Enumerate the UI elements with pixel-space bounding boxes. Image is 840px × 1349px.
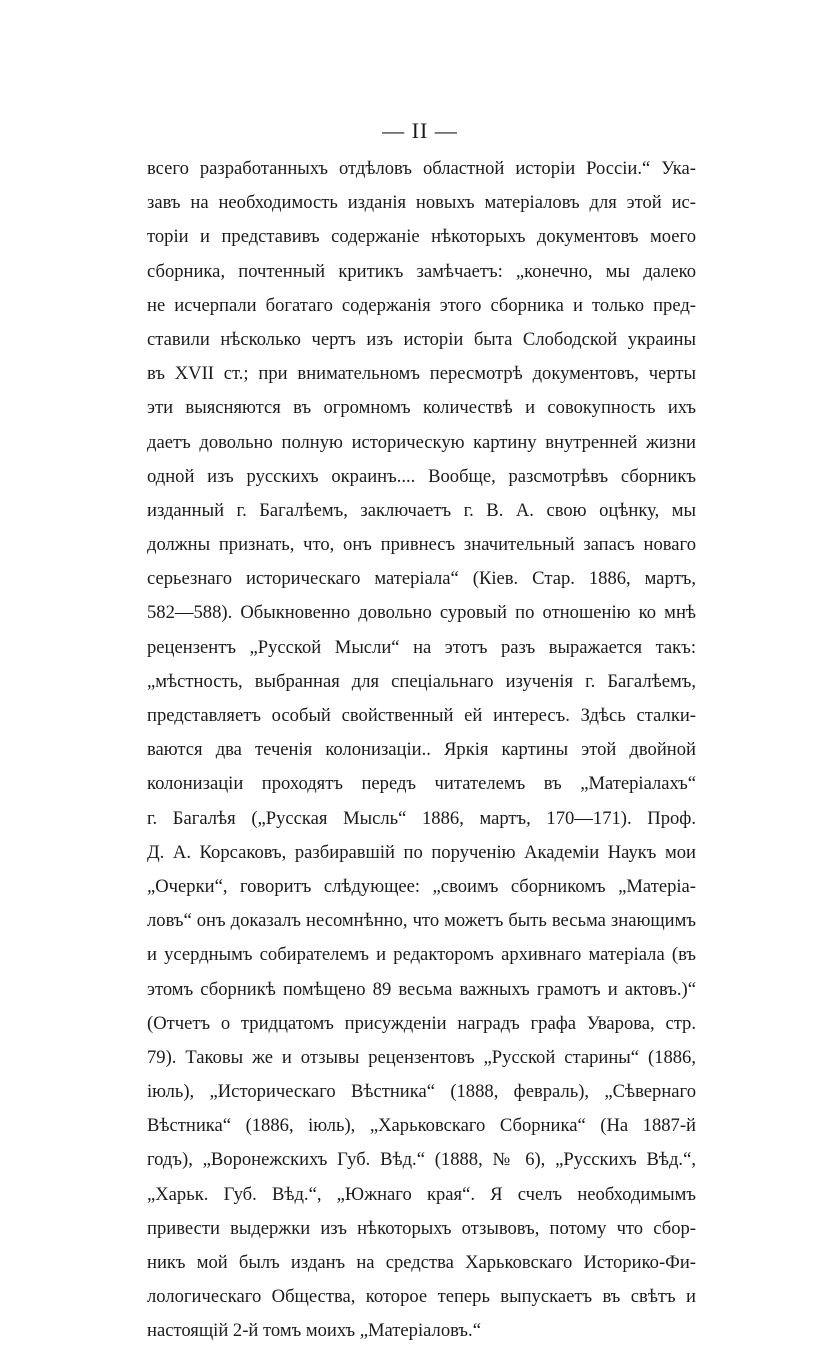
text-line: этомъ сборникѣ помѣщено 89 весьма важныхъ грамотъ и актовъ.)“: [147, 978, 696, 1000]
text-line: изданный г. Багалѣемъ, заключаетъ г. В. А. свою оцѣнку, мы: [147, 499, 696, 521]
text-line: даетъ довольно полную историческую картину внутренней жизни: [147, 431, 696, 453]
text-line: эти выясняются въ огромномъ количествѣ и совокупность ихъ: [147, 397, 696, 419]
text-line: 582—588). Обыкновенно довольно суровый по отношенію ко мнѣ: [147, 602, 696, 624]
text-line: іюль), „Историческаго Вѣстника“ (1888, февраль), „Сѣвернаго: [147, 1081, 696, 1103]
text-line: годъ), „Воронежскихъ Губ. Вѣд.“ (1888, № 6), „Русскихъ Вѣд.“,: [147, 1149, 696, 1171]
text-line: (Отчетъ о тридцатомъ присужденіи наградъ графа Уварова, стр.: [147, 1012, 696, 1034]
text-line: „Очерки“, говоритъ слѣдующее: „своимъ сборникомъ „Матеріа-: [147, 875, 696, 897]
text-line: рецензентъ „Русской Мысли“ на этотъ разъ выражается такъ:: [147, 636, 696, 658]
text-line: серьезнаго историческаго матеріала“ (Кіев. Стар. 1886, мартъ,: [147, 568, 696, 590]
text-line: одной изъ русскихъ окраинъ.... Вообще, разсмотрѣвъ сборникъ: [147, 465, 696, 487]
text-line: и усерднымъ собирателемъ и редакторомъ архивнаго матеріала (въ: [147, 944, 696, 966]
text-line: завъ на необходимость изданія новыхъ матеріаловъ для этой ис-: [147, 192, 696, 214]
text-line: торіи и представивъ содержаніе нѣкоторыхъ документовъ моего: [147, 226, 696, 248]
text-line: настоящій 2-й томъ моихъ „Матеріаловъ.“: [147, 1320, 481, 1342]
text-line: привести выдержки изъ нѣкоторыхъ отзывовъ, потому что сбор-: [147, 1217, 696, 1239]
text-line: ловъ“ онъ доказалъ несомнѣнно, что можетъ быть весьма знающимъ: [147, 910, 696, 932]
text-line: сборника, почтенный критикъ замѣчаетъ: „конечно, мы далеко: [147, 260, 696, 282]
text-line: Вѣстника“ (1886, іюль), „Харьковскаго Сборника“ (На 1887-й: [147, 1115, 696, 1137]
body-text: [147, 152, 696, 1349]
text-line: должны признать, что, онъ привнесъ значительный запасъ новаго: [147, 534, 696, 556]
text-line: „Харьк. Губ. Вѣд.“, „Южнаго края“. Я счелъ необходимымъ: [147, 1183, 696, 1205]
text-line: представляетъ особый свойственный ей интересъ. Здѣсь сталки-: [147, 705, 696, 726]
page-number: — II —: [382, 118, 458, 143]
text-line: лологическаго Общества, которое теперь выпускаетъ въ свѣтъ и: [147, 1286, 696, 1308]
text-line: „мѣстность, выбранная для спеціальнаго изученія г. Багалѣемъ,: [147, 670, 696, 692]
text-line: ставили нѣсколько чертъ изъ исторіи быта Слободской украины: [147, 328, 696, 350]
text-line: въ XVII ст.; при внимательномъ пересмотрѣ документовъ, черты: [147, 363, 696, 385]
text-line: Д. А. Корсаковъ, разбиравшій по порученію Академіи Наукъ мои: [147, 841, 696, 863]
text-line: 79). Таковы же и отзывы рецензентовъ „Русской старины“ (1886,: [147, 1046, 696, 1068]
text-line: никъ мой былъ изданъ на средства Харьковскаго Историко-Фи-: [147, 1252, 696, 1273]
text-line: г. Багалѣя („Русская Мысль“ 1886, мартъ, 170—171). Проф.: [147, 807, 696, 829]
text-line: не исчерпали богатаго содержанія этого сборника и только пред-: [147, 294, 696, 316]
text-line: колонизаціи проходятъ передъ читателемъ въ „Матеріалахъ“: [147, 773, 696, 795]
text-line: всего разработанныхъ отдѣловъ областной исторіи Россіи.“ Ука-: [147, 158, 696, 179]
text-line: ваются два теченія колонизаціи.. Яркія картины этой двойной: [147, 739, 696, 761]
